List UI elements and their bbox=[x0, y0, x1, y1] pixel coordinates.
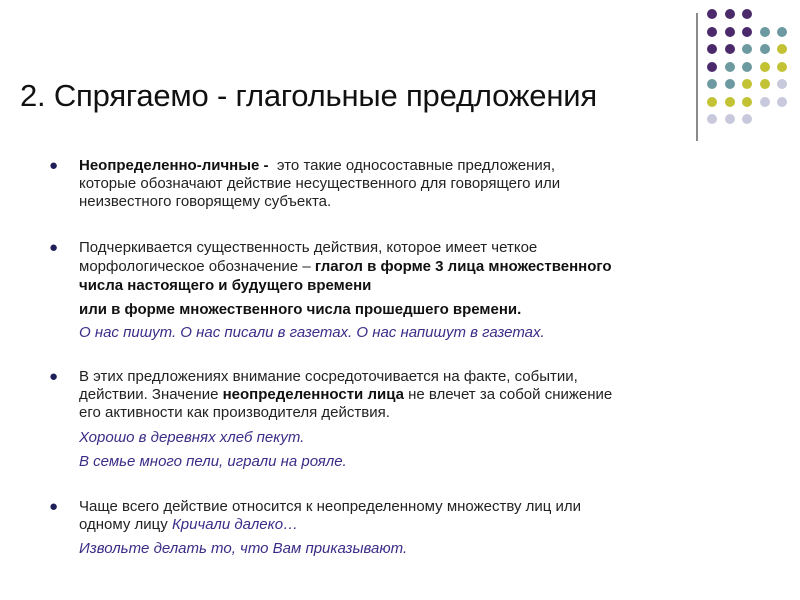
decorative-dot bbox=[707, 44, 717, 54]
decorative-dot bbox=[760, 27, 770, 37]
example-inline: Кричали далеко… bbox=[171, 516, 299, 533]
decorative-dot bbox=[725, 9, 735, 19]
decorative-dot bbox=[707, 62, 717, 72]
bullet-1-line-2: которые обозначают действие несущественного для говорящего или bbox=[79, 175, 561, 192]
bullet-2-line-2 bbox=[79, 259, 612, 275]
decorative-dot bbox=[777, 27, 787, 37]
decorative-dot bbox=[742, 79, 752, 89]
bullet-icon: ● bbox=[49, 157, 59, 174]
bullet-icon: ● bbox=[49, 239, 59, 256]
bullet-3-line-2 bbox=[79, 387, 612, 403]
decorative-dot bbox=[777, 62, 787, 72]
bullet-4-line-2 bbox=[79, 517, 298, 533]
decorative-dot bbox=[725, 44, 735, 54]
bullet-1-line-1 bbox=[79, 158, 555, 174]
decorative-dot bbox=[760, 97, 770, 107]
bullet-4-line-1: Чаще всего действие относится к неопределенному множеству лиц или bbox=[79, 498, 582, 515]
decorative-dot-grid bbox=[707, 9, 787, 133]
decorative-dot bbox=[742, 114, 752, 124]
decorative-dot bbox=[707, 9, 717, 19]
decorative-dot bbox=[725, 97, 735, 107]
bullet-2-bold-line-4: или в форме множественного числа прошедшего времени. bbox=[79, 301, 522, 318]
decorative-dot bbox=[725, 27, 735, 37]
term-definition-label: Неопределенно-личные - bbox=[79, 157, 269, 174]
decorative-dot bbox=[742, 62, 752, 72]
decorative-dot bbox=[742, 97, 752, 107]
decorative-dot bbox=[707, 79, 717, 89]
vertical-divider bbox=[696, 13, 698, 141]
bullet-2-line-3 bbox=[79, 278, 371, 294]
bullet-2-bold-line-3: числа настоящего и будущего времени bbox=[79, 277, 372, 294]
bullet-1-line-3: неизвестного говорящему субъекта. bbox=[79, 193, 332, 210]
slide-title: 2. Спрягаемо - глагольные предложения bbox=[20, 78, 597, 113]
decorative-dot bbox=[707, 27, 717, 37]
decorative-dot bbox=[707, 97, 717, 107]
bullet-2-line-4 bbox=[79, 302, 521, 318]
example-sentence: Хорошо в деревнях хлеб пекут. bbox=[79, 429, 305, 446]
decorative-dot bbox=[742, 27, 752, 37]
decorative-dot bbox=[760, 44, 770, 54]
bullet-2-line-1: Подчеркивается существенность действия, которое имеет четкое bbox=[79, 239, 538, 256]
example-sentence: О нас пишут. О нас писали в газетах. О нас напишут в газетах. bbox=[79, 324, 545, 341]
bullet-icon: ● bbox=[49, 368, 59, 385]
decorative-dot bbox=[725, 114, 735, 124]
example-sentence: Извольте делать то, что Вам приказывают. bbox=[79, 540, 408, 557]
definition-text: это такие односоставные предложения, bbox=[276, 157, 556, 174]
bullet-2-line-2-text: морфологическое обозначение – bbox=[79, 258, 311, 275]
decorative-dot bbox=[777, 44, 787, 54]
decorative-dot bbox=[742, 44, 752, 54]
decorative-dot bbox=[725, 79, 735, 89]
bullet-3-line-1: В этих предложениях внимание сосредоточивается на факте, событии, bbox=[79, 368, 578, 385]
decorative-dot bbox=[725, 62, 735, 72]
decorative-dot bbox=[742, 9, 752, 19]
decorative-dot bbox=[777, 79, 787, 89]
bullet-3-line-3: его активности как производителя действия. bbox=[79, 404, 390, 421]
decorative-dot bbox=[760, 79, 770, 89]
bullet-3-line-2-c: не влечет за собой снижение bbox=[408, 386, 613, 403]
bullet-3-line-2-a: действии. Значение bbox=[79, 386, 219, 403]
decorative-dot bbox=[760, 62, 770, 72]
decorative-dot bbox=[777, 97, 787, 107]
bullet-2-bold-phrase: глагол в форме 3 лица множественного bbox=[314, 258, 612, 275]
bullet-icon: ● bbox=[49, 498, 59, 515]
example-sentence: В семье много пели, играли на рояле. bbox=[79, 453, 347, 470]
bullet-4-line-2-a: одному лицу bbox=[79, 516, 168, 533]
bullet-3-bold-phrase: неопределенности лица bbox=[222, 386, 404, 403]
decorative-dot bbox=[707, 114, 717, 124]
